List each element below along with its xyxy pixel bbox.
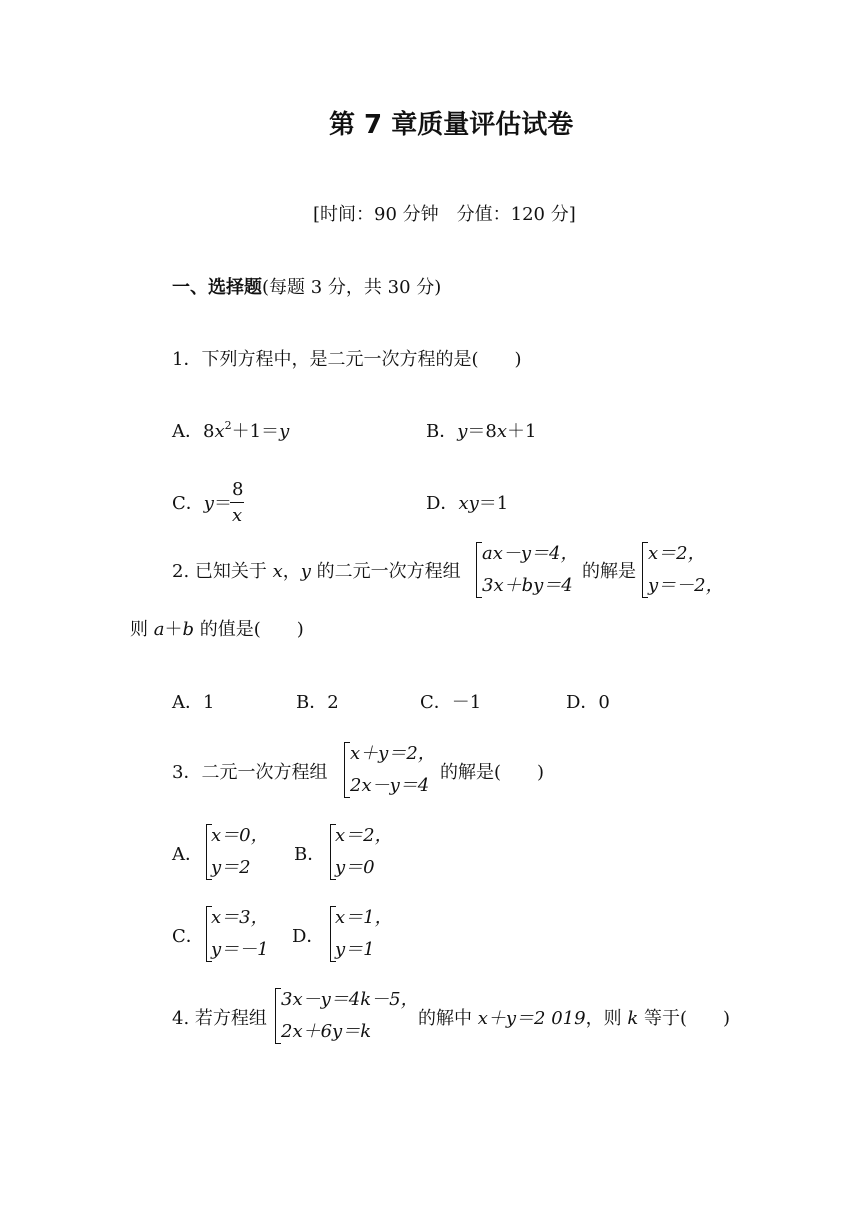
q4-eq1: 3x－y＝4k－5，	[281, 989, 419, 1010]
q2-y: y	[300, 561, 311, 582]
q4-stem-mid: 的解中	[418, 1008, 478, 1029]
q1-c-den: x	[232, 505, 243, 526]
q3-option-b-line2: y＝0	[335, 857, 375, 878]
q1-option-c	[172, 492, 232, 516]
q4-stem-mid2: ，则	[585, 1008, 628, 1029]
q1-c-numerator: 8	[232, 479, 244, 500]
q3-stem-end: 的解是( )	[440, 762, 545, 783]
q1-d-xy: xy	[458, 493, 479, 514]
q3-option-a-label: A．	[172, 844, 203, 865]
q1-c-y: y	[203, 493, 214, 514]
q1-option-b	[426, 420, 536, 444]
q1-b-x: x	[496, 421, 508, 442]
q3-option-b-label: B．	[294, 844, 326, 865]
q3-option-a-line1: x＝0，	[211, 825, 269, 846]
q2-plus: ＋	[164, 619, 183, 640]
q1-a-rest: ＋1＝	[231, 421, 280, 442]
section-heading	[172, 276, 441, 300]
q2-comma: ，	[282, 561, 301, 582]
q2-line2-end: 的值是( )	[194, 619, 304, 640]
q2-stem	[172, 560, 461, 584]
q1-stem: 1．下列方程中，是二元一次方程的是( )	[172, 349, 522, 370]
q1-d-rest: ＝1	[478, 493, 509, 514]
q2-sol1: x＝2，	[648, 543, 706, 564]
q2-solution-text: 的解是	[582, 561, 636, 582]
q2-eq1: ax－y＝4，	[482, 543, 579, 564]
q1-c-prefix: C．	[172, 493, 204, 514]
q3-eq1: x＋y＝2，	[350, 743, 436, 764]
q1-b-prefix: B．	[426, 421, 458, 442]
q1-b-mid: ＝8	[467, 421, 497, 442]
q4-stem-end: 等于( )	[638, 1008, 731, 1029]
q2-line2	[130, 618, 304, 642]
q4-condition: x＋y＝2 019	[477, 1008, 586, 1029]
exam-meta: [时间：90 分钟 分值：120 分]	[313, 204, 576, 225]
q2-line2-start: 则	[130, 619, 154, 640]
q1-option-d	[426, 492, 508, 516]
q2-b: b	[182, 619, 194, 640]
q1-d-prefix: D．	[426, 493, 459, 514]
q2-option-c: C．－1	[420, 692, 482, 713]
q3-option-b-line1: x＝2，	[335, 825, 393, 846]
q3-option-d-label: D．	[292, 926, 325, 947]
q2-sol2: y＝－2，	[648, 575, 724, 596]
q3-option-a-line2: y＝2	[211, 857, 251, 878]
q3-option-d-line2: y＝1	[335, 939, 375, 960]
section-title: 一、选择题	[172, 277, 262, 298]
q2-stem-start: 2. 已知关于	[172, 561, 273, 582]
q4-stem-rest	[418, 1007, 730, 1031]
q2-x: x	[272, 561, 283, 582]
q3-option-c-label: C．	[172, 926, 204, 947]
q1-c-eq: ＝	[213, 493, 232, 514]
q2-option-b: B．2	[296, 692, 339, 713]
q1-a-x: x	[214, 421, 225, 442]
q2-a: a	[153, 619, 165, 640]
q4-stem-start: 4. 若方程组	[172, 1008, 267, 1029]
q1-c-fraction-bar	[230, 502, 244, 503]
q2-option-d: D．0	[566, 692, 610, 713]
q1-a-sup: 2	[224, 419, 232, 432]
q1-option-a	[172, 420, 289, 444]
q4-eq2: 2x＋6y＝k	[281, 1021, 372, 1042]
q3-eq2: 2x－y＝4	[350, 775, 430, 796]
q3-option-c-line1: x＝3，	[211, 907, 269, 928]
q1-b-y: y	[457, 421, 468, 442]
section-note: (每题 3 分，共 30 分)	[262, 277, 442, 298]
q2-eq2: 3x＋by＝4	[482, 575, 573, 596]
q2-stem-mid: 的二元一次方程组	[310, 561, 461, 582]
q1-b-rest: ＋1	[507, 421, 537, 442]
q3-stem-start: 3．二元一次方程组	[172, 762, 328, 783]
q3-option-d-line1: x＝1，	[335, 907, 393, 928]
q2-option-a: A．1	[172, 692, 215, 713]
q1-a-prefix: A．8	[172, 421, 215, 442]
q1-a-y: y	[279, 421, 290, 442]
q3-option-c-line2: y＝－1	[211, 939, 269, 960]
q4-k: k	[627, 1008, 639, 1029]
q1-c-denominator	[232, 504, 242, 528]
page-title: 第 7 章质量评估试卷	[329, 110, 574, 140]
